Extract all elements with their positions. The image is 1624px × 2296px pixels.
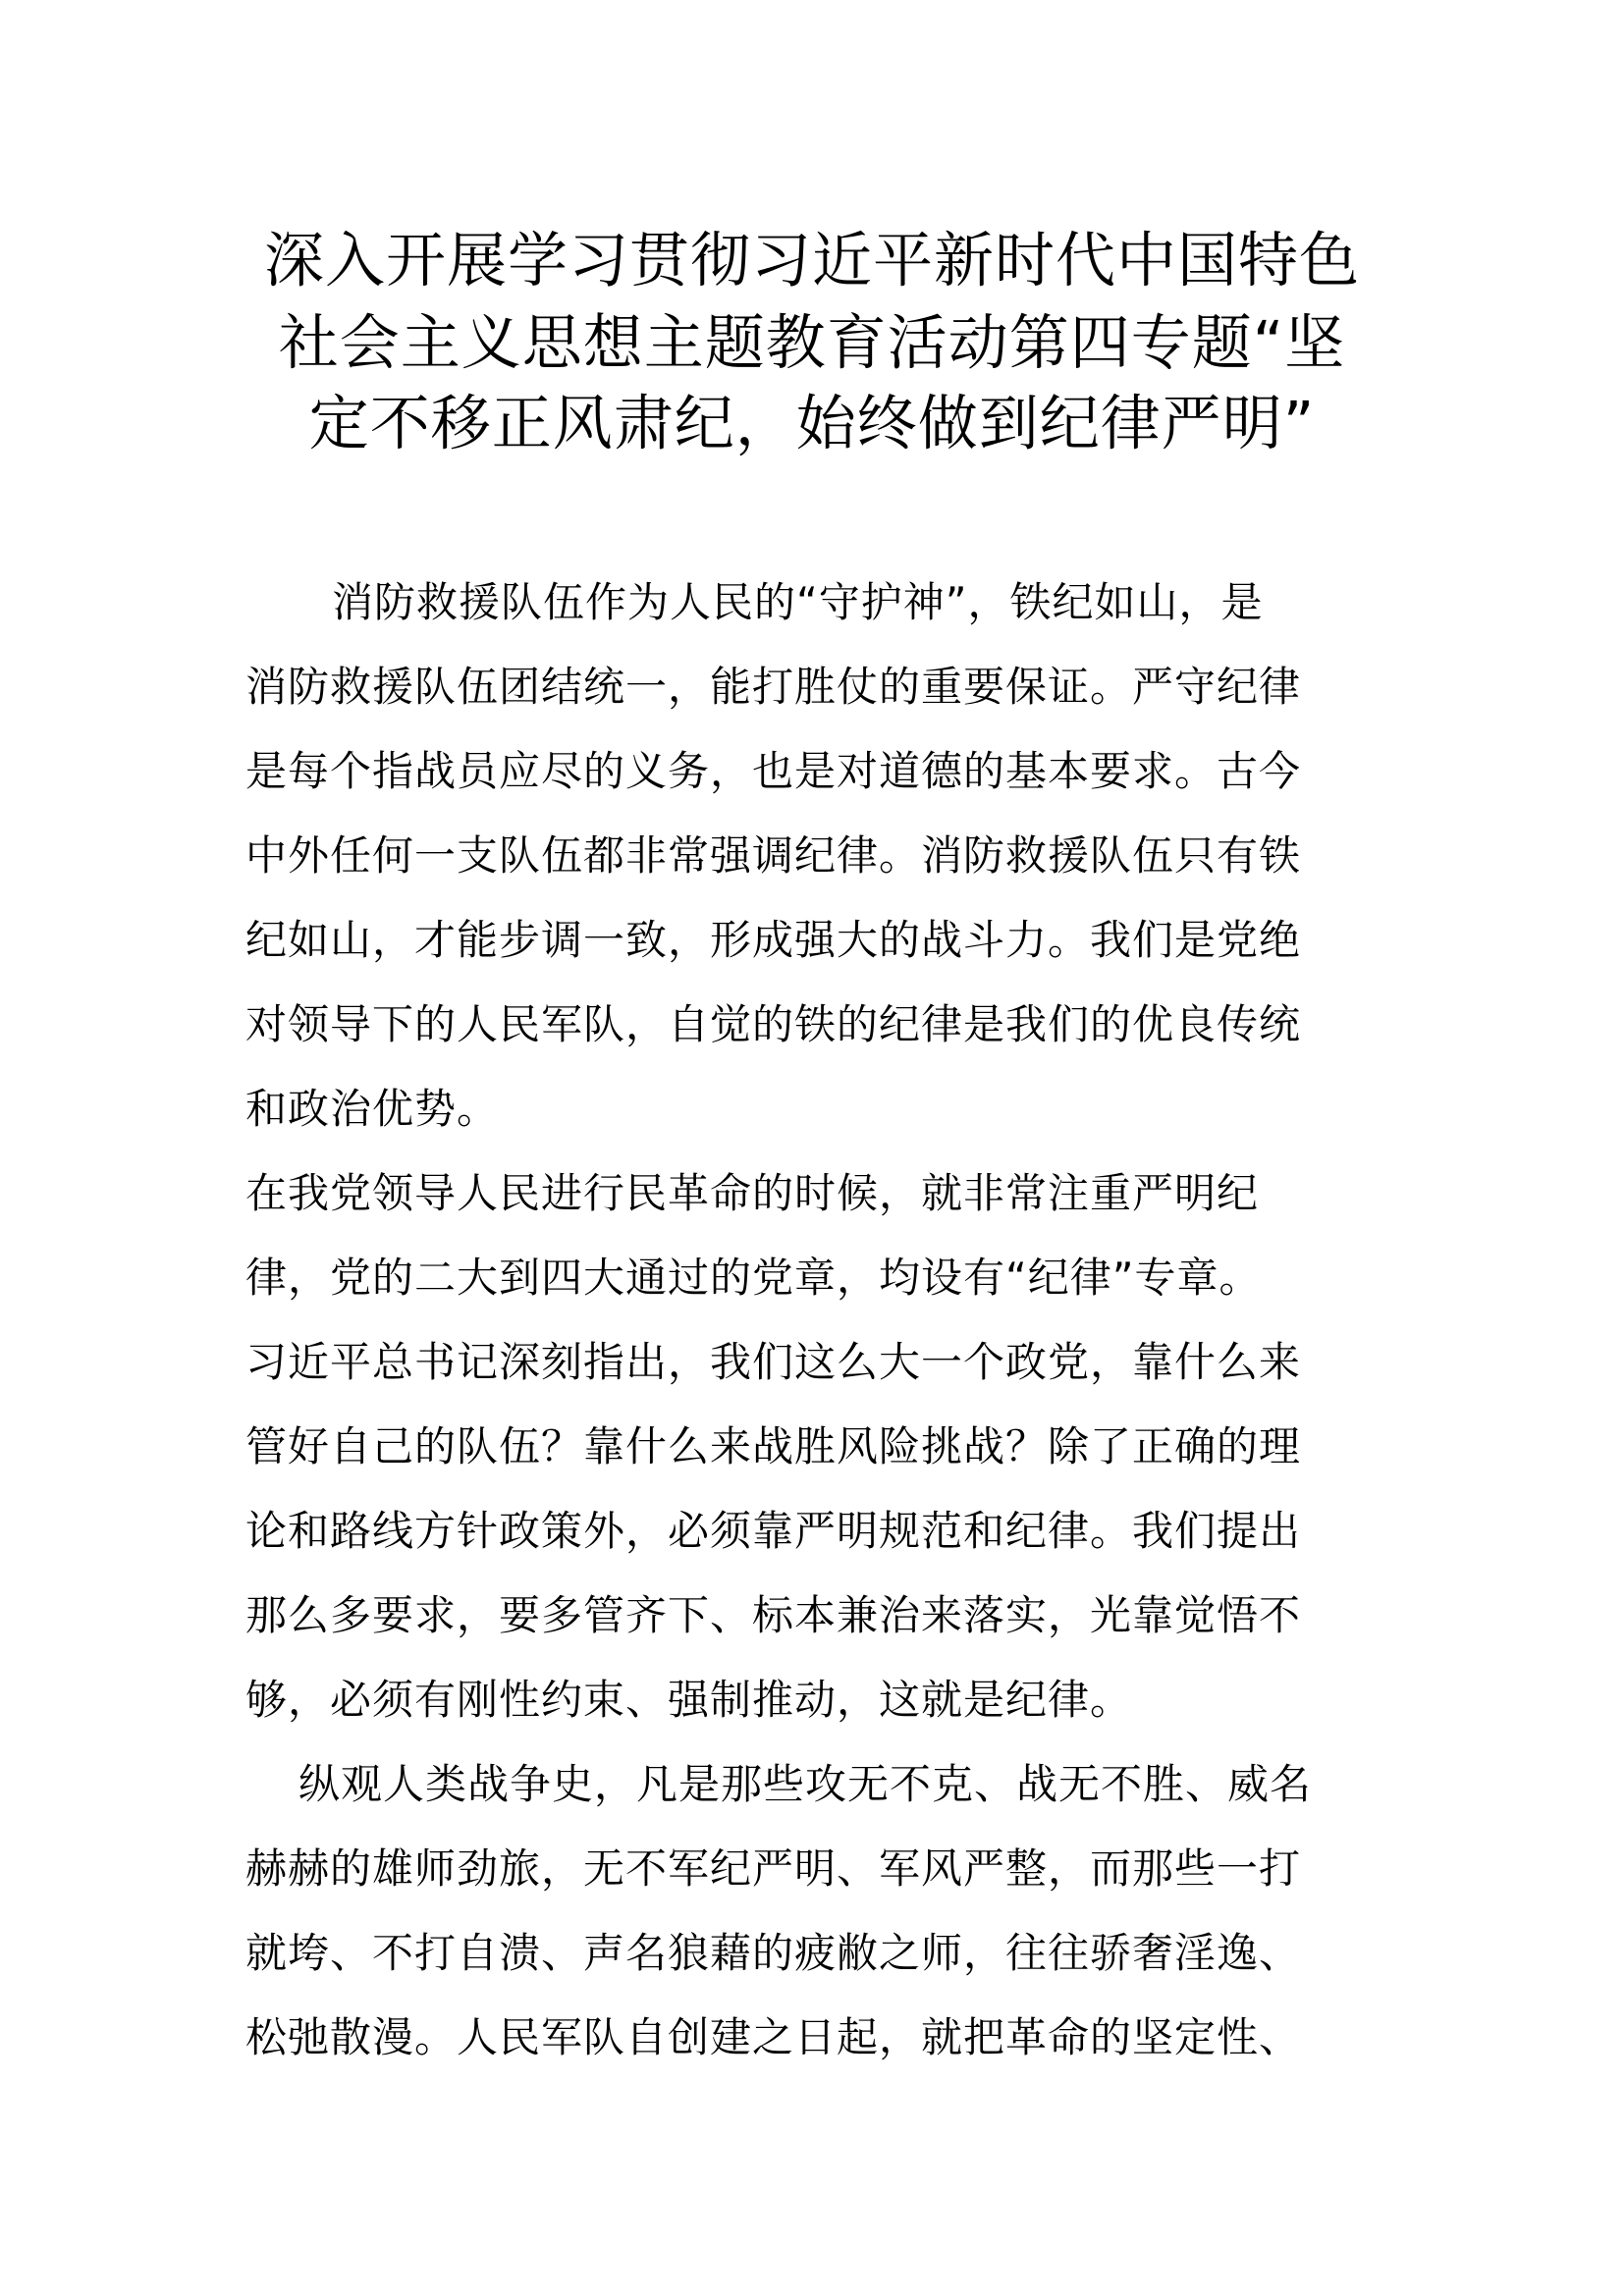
body-line-10: 习近平总书记深刻指出，我们这么大一个政党，靠什么来 — [245, 1338, 1302, 1386]
body-line-13: 那么多要求，要多管齐下、标本兼治来落实，光靠觉悟不 — [245, 1591, 1302, 1639]
body-line-9: 律，党的二大到四大通过的党章，均设有“纪律”专章。 — [245, 1254, 1262, 1302]
body-line-4: 中外任何一支队伍都非常强调纪律。消防救援队伍只有铁 — [245, 831, 1302, 880]
body-line-14: 够，必须有刚性约束、强制推动，这就是纪律。 — [245, 1676, 1133, 1724]
body-line-17: 就垮、不打自溃、声名狼藉的疲敝之师，往往骄奢淫逸、 — [245, 1929, 1302, 1977]
body-line-3: 是每个指战员应尽的义务，也是对道德的基本要求。古今 — [245, 747, 1302, 795]
body-line-6: 对领导下的人民军队，自觉的铁的纪律是我们的优良传统 — [245, 1000, 1302, 1048]
body-line-8: 在我党领导人民进行民革命的时候，就非常注重严明纪 — [245, 1169, 1260, 1217]
body-line-16: 赫赫的雄师劲旅，无不军纪严明、军风严整，而那些一打 — [245, 1844, 1302, 1893]
body-line-18: 松弛散漫。人民军队自创建之日起，就把革命的坚定性、 — [245, 2013, 1302, 2061]
body-line-1: 消防救援队伍作为人民的“守护神”，铁纪如山，是 — [332, 578, 1264, 626]
body-line-12: 论和路线方针政策外，必须靠严明规范和纪律。我们提出 — [245, 1507, 1302, 1555]
body-line-7: 和政治优势。 — [245, 1085, 500, 1133]
body-line-11: 管好自己的队伍？靠什么来战胜风险挑战？除了正确的理 — [245, 1422, 1302, 1470]
title-line-3: 定不移正风肃纪，始终做到纪律严明” — [308, 389, 1316, 458]
title-line-2: 社会主义思想主题教育活动第四专题“坚 — [278, 308, 1346, 378]
body-line-2: 消防救援队伍团结统一，能打胜仗的重要保证。严守纪律 — [245, 663, 1302, 711]
body-line-5: 纪如山，才能步调一致，形成强大的战斗力。我们是党绝 — [245, 916, 1302, 964]
body-line-15: 纵观人类战争史，凡是那些攻无不克、战无不胜、威名 — [298, 1760, 1313, 1808]
title-line-1: 深入开展学习贯彻习近平新时代中国特色 — [263, 226, 1360, 295]
